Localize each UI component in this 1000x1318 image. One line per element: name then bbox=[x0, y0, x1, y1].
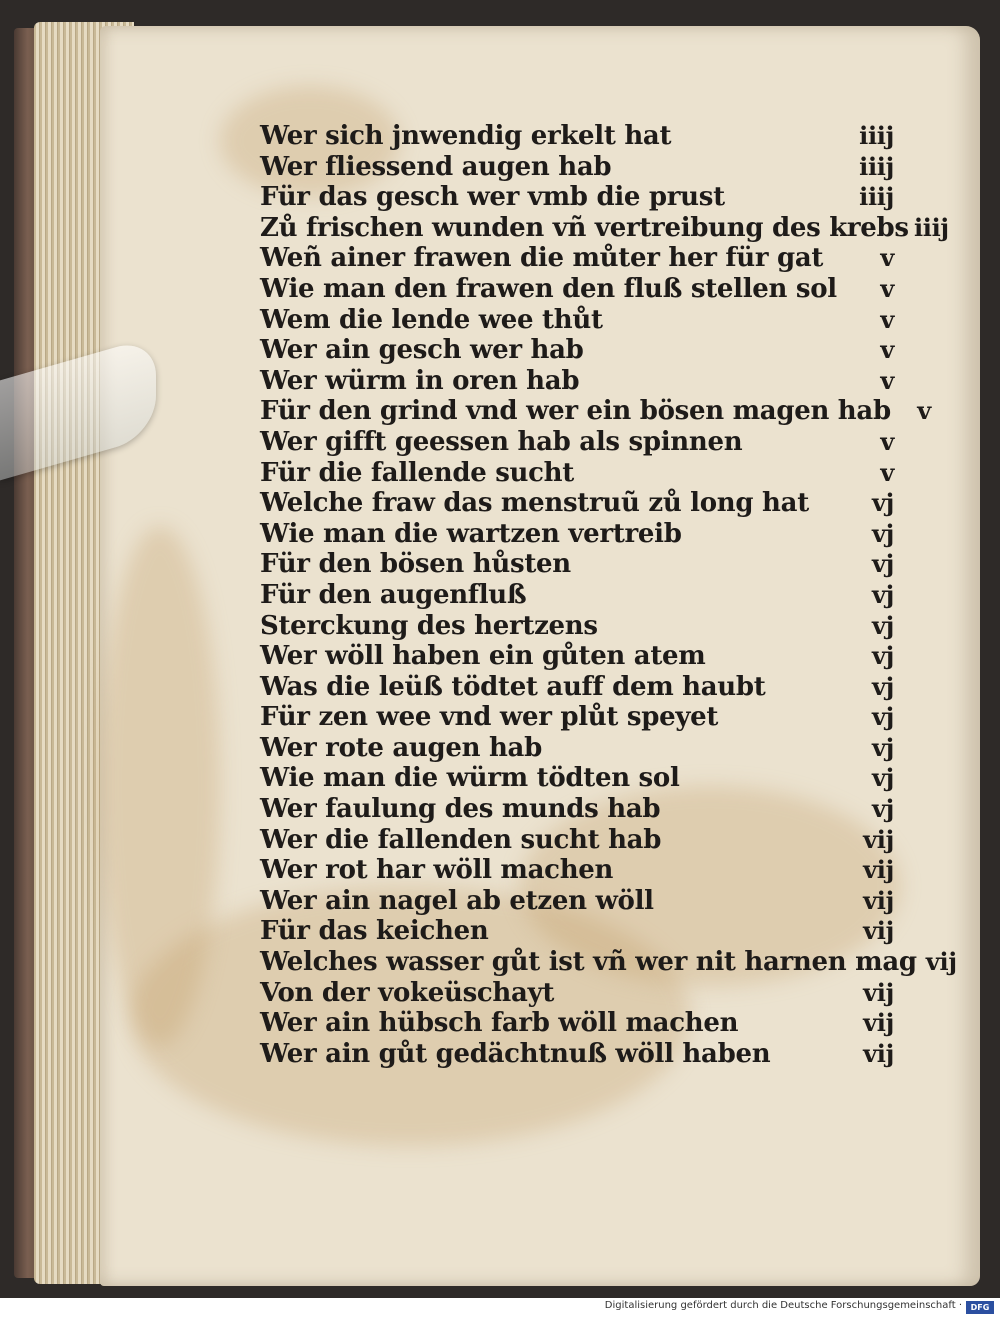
entry-title: Wer würm in oren hab bbox=[260, 365, 580, 396]
toc-entry bbox=[260, 427, 900, 458]
entry-title: Wer rot har wöll machen bbox=[260, 855, 614, 886]
entry-page-number: v bbox=[880, 426, 894, 456]
toc-entry bbox=[260, 366, 900, 397]
entry-title: Wer sich jnwendig erkelt hat bbox=[260, 121, 672, 151]
entry-title: Für das gesch wer vmb die prust bbox=[260, 182, 725, 213]
toc-entry bbox=[260, 702, 900, 733]
entry-page-number: vj bbox=[871, 518, 894, 548]
entry-title: Wer ain nagel ab etzen wöll bbox=[260, 885, 654, 916]
entry-title: Für den bösen hůsten bbox=[260, 549, 571, 580]
entry-page-number: vj bbox=[871, 702, 894, 732]
toc-entry bbox=[260, 243, 900, 274]
entry-page-number: v bbox=[917, 396, 931, 426]
toc-entry bbox=[260, 733, 900, 764]
entry-title: Wer gifft geessen hab als spinnen bbox=[260, 426, 743, 457]
toc-entry bbox=[260, 212, 949, 244]
toc-entry bbox=[260, 458, 900, 489]
toc-entry bbox=[260, 396, 931, 427]
toc-entry bbox=[260, 549, 900, 580]
toc-entry bbox=[260, 794, 900, 825]
entry-page-number: vij bbox=[863, 885, 894, 915]
entry-page-number: iiij bbox=[913, 212, 949, 242]
toc-entry bbox=[260, 886, 900, 917]
entry-page-number: vj bbox=[871, 579, 894, 609]
toc-entry bbox=[260, 305, 900, 336]
entry-page-number: vj bbox=[871, 794, 894, 824]
entry-title: Zů frischen wunden vñ vertreibung des krebs bbox=[260, 212, 909, 243]
entry-page-number: vj bbox=[871, 732, 894, 762]
toc-entry bbox=[260, 580, 900, 611]
entry-title: Wie man die wartzen vertreib bbox=[260, 518, 682, 549]
entry-page-number: vij bbox=[863, 855, 894, 885]
entry-page-number: vj bbox=[871, 610, 894, 640]
toc-entry bbox=[260, 1039, 900, 1070]
toc-entry bbox=[260, 1008, 900, 1039]
toc-entry bbox=[260, 182, 900, 213]
entry-page-number: vj bbox=[871, 641, 894, 671]
entry-title: Wer wöll haben ein gůten atem bbox=[260, 641, 706, 672]
toc-entry bbox=[260, 763, 900, 794]
dfg-logo: DFG bbox=[966, 1301, 994, 1314]
entry-title: Sterckung des hertzens bbox=[260, 610, 598, 641]
entry-page-number: v bbox=[880, 243, 894, 273]
table-of-contents bbox=[260, 121, 957, 1069]
entry-title: Wer faulung des munds hab bbox=[260, 794, 661, 825]
entry-title: Welche fraw das menstruũ zů long hat bbox=[260, 488, 809, 519]
entry-title: Wer die fallenden sucht hab bbox=[260, 824, 662, 855]
toc-entry bbox=[260, 855, 900, 886]
entry-title: Welches wasser gůt ist vñ wer nit harnen mag bbox=[260, 947, 917, 978]
entry-title: Wie man die würm tödten sol bbox=[260, 763, 680, 794]
entry-page-number: vj bbox=[871, 549, 894, 579]
entry-title: Für das keichen bbox=[260, 916, 489, 947]
entry-page-number: v bbox=[880, 457, 894, 487]
entry-title: Für die fallende sucht bbox=[260, 457, 574, 488]
entry-page-number: v bbox=[880, 304, 894, 334]
entry-page-number: v bbox=[880, 335, 894, 365]
toc-entry bbox=[260, 947, 957, 978]
toc-entry bbox=[260, 121, 900, 152]
entry-page-number: vj bbox=[871, 671, 894, 701]
entry-page-number: vj bbox=[871, 488, 894, 518]
toc-entry bbox=[260, 335, 900, 366]
entry-title: Wer ain hübsch farb wöll machen bbox=[260, 1008, 739, 1039]
entry-title: Für zen wee vnd wer plůt speyet bbox=[260, 702, 719, 733]
entry-title: Für den grind vnd wer ein bösen magen hab bbox=[260, 396, 891, 427]
toc-entry bbox=[260, 916, 900, 947]
toc-entry bbox=[260, 978, 900, 1009]
water-stain bbox=[100, 526, 220, 1046]
toc-entry bbox=[260, 519, 900, 550]
footer-bar bbox=[0, 1298, 1000, 1318]
funding-credit: Digitalisierung gefördert durch die Deutsche Forschungsgemeinschaft · bbox=[604, 1300, 962, 1311]
entry-title: Weñ ainer frawen die můter her für gat bbox=[260, 243, 824, 274]
toc-entry bbox=[260, 641, 900, 672]
toc-entry bbox=[260, 152, 900, 183]
entry-page-number: vj bbox=[871, 763, 894, 793]
entry-page-number: vij bbox=[863, 824, 894, 854]
entry-title: Wer fliessend augen hab bbox=[260, 151, 612, 182]
entry-title: Was die leüß tödtet auff dem haubt bbox=[260, 671, 766, 702]
entry-page-number: v bbox=[880, 273, 894, 303]
entry-page-number: vij bbox=[863, 1038, 894, 1068]
entry-title: Wem die lende wee thůt bbox=[260, 304, 603, 335]
toc-entry bbox=[260, 488, 900, 519]
toc-entry bbox=[260, 672, 900, 703]
entry-page-number: v bbox=[880, 365, 894, 395]
entry-page-number: vij bbox=[863, 977, 894, 1007]
entry-page-number: vij bbox=[925, 947, 957, 977]
toc-entry bbox=[260, 274, 900, 305]
entry-page-number: iiij bbox=[859, 121, 894, 150]
entry-title: Für den augenfluß bbox=[260, 579, 527, 610]
entry-page-number: vij bbox=[863, 1008, 894, 1038]
entry-title: Wer rote augen hab bbox=[260, 732, 542, 763]
entry-page-number: iiij bbox=[859, 182, 894, 212]
entry-title: Wie man den frawen den fluß stellen sol bbox=[260, 273, 837, 304]
toc-entry bbox=[260, 825, 900, 856]
entry-title: Von der vokeüschayt bbox=[260, 977, 555, 1008]
entry-page-number: iiij bbox=[859, 151, 894, 181]
entry-page-number: vij bbox=[863, 916, 894, 946]
entry-title: Wer ain gůt gedächtnuß wöll haben bbox=[260, 1038, 771, 1069]
toc-entry bbox=[260, 611, 900, 642]
entry-title: Wer ain gesch wer hab bbox=[260, 335, 584, 366]
